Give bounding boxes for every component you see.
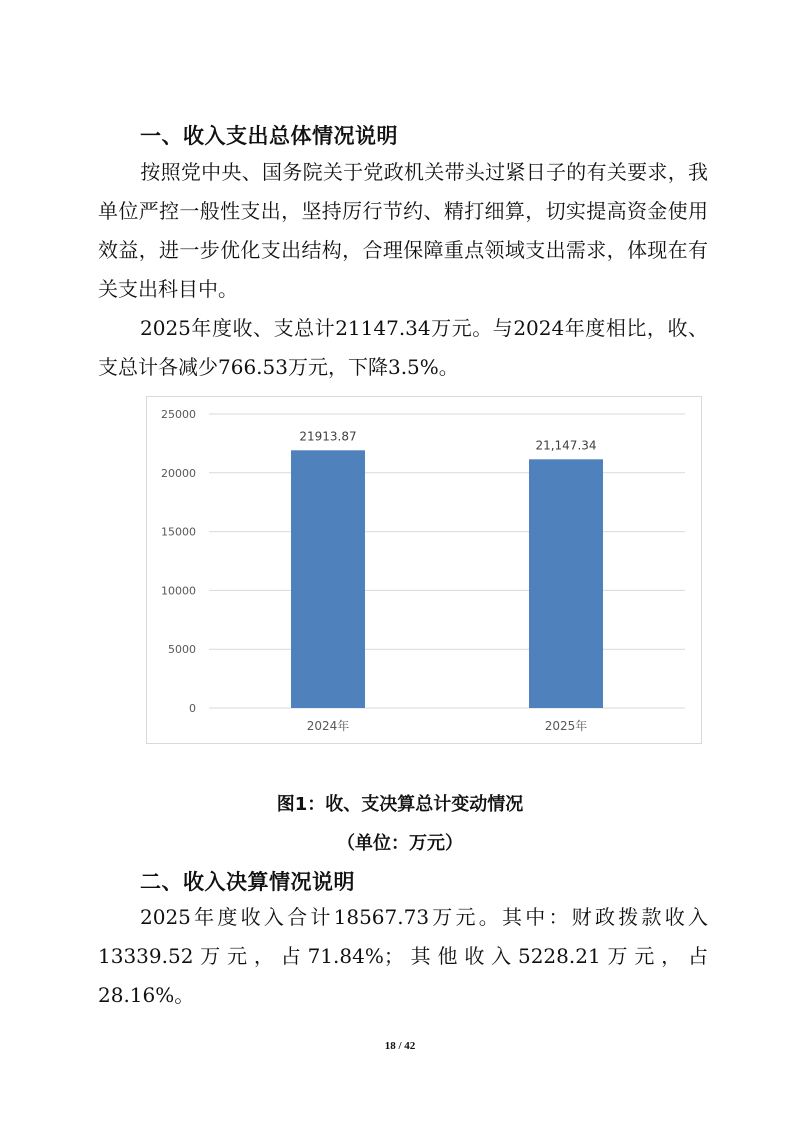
bar	[529, 459, 603, 708]
page-number: 18 / 42	[384, 1040, 416, 1052]
section2-paragraph-1	[98, 898, 708, 1015]
y-tick-label: 15000	[161, 525, 196, 539]
section1-heading: 一、收入支出总体情况说明	[140, 124, 398, 148]
bar	[291, 450, 365, 708]
section2-heading: 二、收入决算情况说明	[140, 870, 355, 894]
section1-paragraph-2-text: 2025年度收、支总计21147.34万元。与2024年度相比，收、支总计各减少766.53万元，下降3.5%。	[98, 316, 708, 379]
figure-caption: 图1：收、支决算总计变动情况	[276, 794, 524, 815]
x-tick-label: 2024年	[306, 719, 350, 733]
bar-chart-svg	[147, 397, 701, 743]
y-tick-label: 25000	[161, 408, 196, 421]
figure-unit: （单位：万元）	[337, 833, 463, 854]
section1-paragraph-2	[98, 309, 708, 387]
y-tick-label: 5000	[168, 643, 196, 657]
bar-chart	[146, 396, 702, 744]
data-label: 21913.87	[299, 429, 357, 444]
x-tick-label: 2025年	[544, 719, 588, 733]
section2-paragraph-1-text: 2025年度收入合计18567.73万元。其中：财政拨款收入13339.52万元，占71.84%；其他收入5228.21万元，占28.16%。	[98, 905, 708, 1007]
y-tick-label: 0	[189, 702, 196, 715]
section1-paragraph-1-text: 按照党中央、国务院关于党政机关带头过紧日子的有关要求，我单位严控一般性支出，坚持厉行节约、精打细算，切实提高资金使用效益，进一步优化支出结构，合理保障重点领域支出需求，体现在有关支出科目中。	[98, 160, 708, 301]
section1-paragraph-1	[98, 153, 708, 309]
y-tick-label: 20000	[161, 466, 196, 480]
data-label: 21,147.34	[535, 438, 597, 453]
y-tick-label: 10000	[161, 584, 196, 598]
